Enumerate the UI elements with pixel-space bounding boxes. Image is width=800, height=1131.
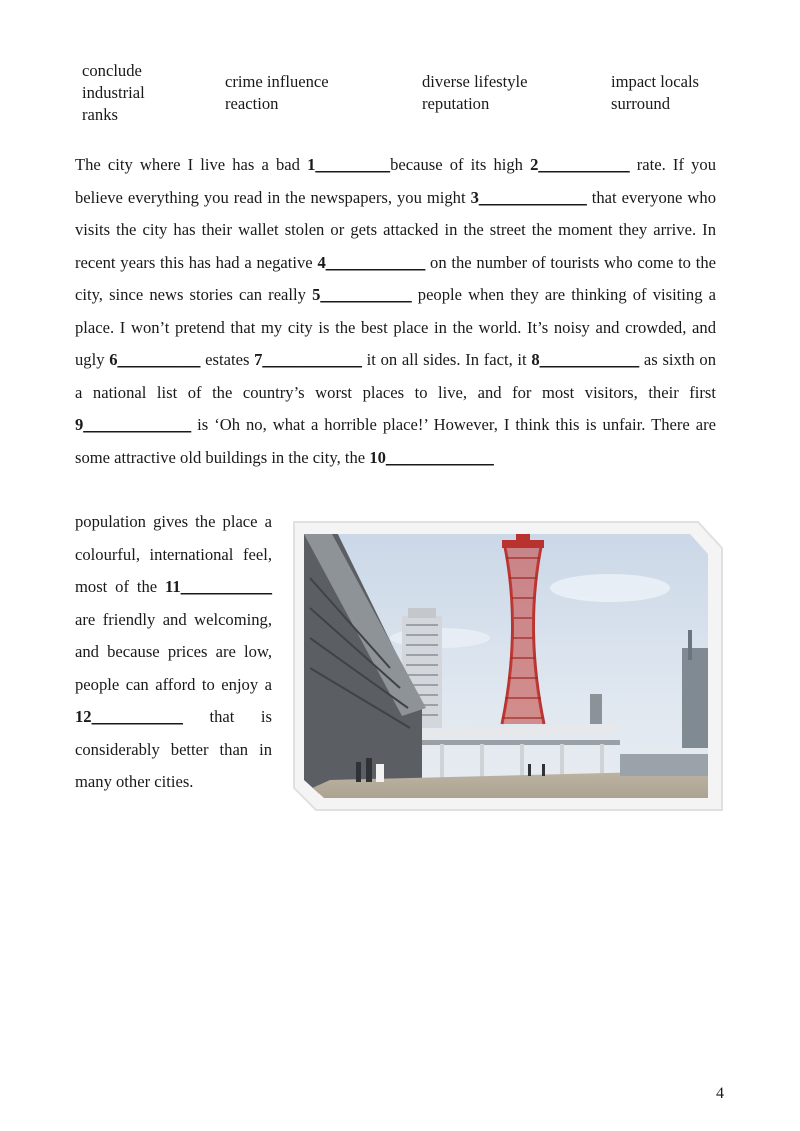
blank-number: 4 (317, 252, 326, 272)
blank-number: 6 (109, 350, 118, 369)
passage-paragraph-1 (75, 149, 716, 474)
answer-blank-10[interactable]: _____________ (385, 447, 494, 467)
word-bank-item: reaction (225, 94, 279, 113)
answer-blank-12[interactable]: ___________ (91, 707, 183, 726)
passage-text: rate. If you believe everything you read in the newspapers, you might (75, 155, 716, 207)
answer-blank-4[interactable]: ____________ (325, 252, 426, 272)
word-bank-item: surround (611, 94, 670, 113)
word-bank-item: conclude (82, 61, 142, 80)
passage-text: it on all sides. In fact, it (361, 350, 532, 369)
blank-number: 2 (530, 155, 539, 174)
word-bank-item: impact locals (611, 72, 700, 91)
blank-number: 7 (254, 350, 263, 369)
blank-number: 9 (75, 415, 84, 434)
city-photo (290, 518, 726, 814)
passage-text: because of its high (390, 155, 531, 174)
answer-blank-11[interactable]: ___________ (180, 577, 272, 596)
word-bank-item: ranks (82, 105, 118, 124)
answer-blank-1[interactable]: _________ (315, 155, 391, 174)
answer-blank-3[interactable]: _____________ (478, 187, 587, 207)
blank-number: 1 (307, 155, 316, 174)
word-bank-item: industrial (82, 83, 145, 102)
answer-blank-6[interactable]: __________ (117, 350, 201, 369)
word-bank-column-1 (82, 60, 145, 126)
passage-text: as sixth on a national list of the country’s worst places to live, and for most visitors, their first (75, 350, 717, 402)
passage-text: population gives the place a colourful, international feel, most of the (75, 512, 272, 596)
answer-blank-2[interactable]: ___________ (538, 155, 630, 174)
word-bank-item: diverse lifestyle (422, 72, 528, 91)
word-bank-column-2 (225, 71, 329, 115)
word-bank (82, 60, 732, 130)
blank-number: 12 (75, 707, 92, 726)
passage-text: that everyone who visits the city has their wallet stolen or gets attacked in the street the moment they arrive. In recent years this has had a negative (75, 187, 716, 272)
answer-blank-8[interactable]: ____________ (539, 350, 640, 369)
passage-text: that is considerably better than in many other cities. (75, 707, 272, 791)
passage-text: people when they are thinking of visiting a place. I won’t pretend that my city is the best place in the world. It’s noisy and crowded, and ugly (75, 285, 716, 369)
passage-text: estates (200, 350, 255, 369)
answer-blank-7[interactable]: ____________ (262, 350, 362, 369)
blank-number: 10 (369, 447, 386, 467)
blank-number: 3 (470, 187, 479, 207)
passage-text: is ‘Oh no, what a horrible place!’ However, I think this is unfair. There are some attractive old buildings in the city, the (75, 415, 716, 467)
passage-text: The city where I live has a bad (75, 155, 308, 174)
blank-number: 8 (531, 350, 540, 369)
word-bank-column-4 (611, 71, 699, 115)
answer-blank-9[interactable]: _____________ (83, 415, 192, 434)
passage-text: are friendly and welcoming, and because prices are low, people can afford to enjoy a (75, 609, 272, 694)
page-number: 4 (716, 1085, 724, 1102)
word-bank-item: crime influence (225, 72, 329, 91)
passage-text: on the number of tourists who come to the city, since news stories can really (75, 252, 716, 304)
word-bank-item: reputation (422, 94, 490, 113)
answer-blank-5[interactable]: ___________ (320, 285, 412, 304)
blank-number: 11 (165, 577, 181, 596)
word-bank-column-3 (422, 71, 528, 115)
blank-number: 5 (312, 285, 321, 304)
